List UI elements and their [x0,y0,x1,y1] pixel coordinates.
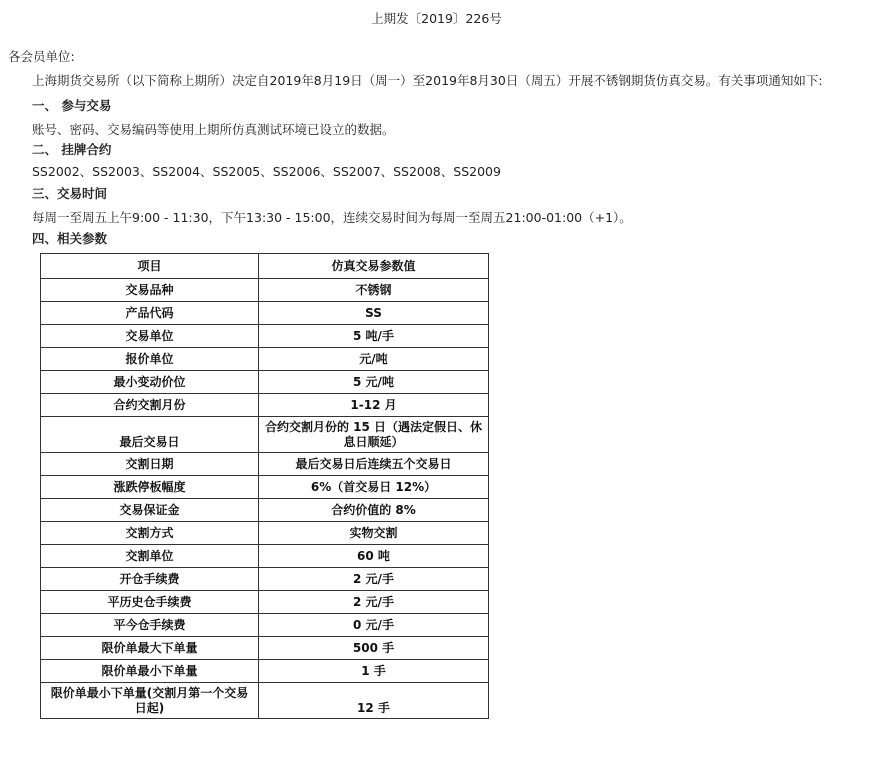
param-name: 最小变动价位 [41,371,259,394]
param-name: 限价单最小下单量 [41,660,259,683]
param-value: SS [259,302,489,325]
param-name: 开仓手续费 [41,568,259,591]
param-value: 元/吨 [259,348,489,371]
param-name: 报价单位 [41,348,259,371]
table-row [41,660,489,683]
section-heading-contracts: 二、 挂牌合约 [32,142,112,157]
table-row [41,394,489,417]
header-item: 项目 [41,254,259,279]
table-row [41,325,489,348]
param-name: 限价单最小下单量(交割月第一个交易日起) [41,683,259,719]
param-value: 2 元/手 [259,591,489,614]
param-name: 交易保证金 [41,499,259,522]
section-text-contracts: SS2002、SS2003、SS2004、SS2005、SS2006、SS2007、SS2008、SS2009 [32,164,501,179]
section-text-participation: 账号、密码、交易编码等使用上期所仿真测试环境已设立的数据。 [32,122,395,137]
parameters-table [40,253,489,719]
table-row [41,568,489,591]
table-row [41,279,489,302]
param-value: 2 元/手 [259,568,489,591]
table-row [41,522,489,545]
param-value: 合约交割月份的 15 日（遇法定假日、休息日顺延） [259,417,489,453]
table-row [41,591,489,614]
param-name: 合约交割月份 [41,394,259,417]
section-heading-trading-hours: 三、交易时间 [32,186,108,201]
header-value: 仿真交易参数值 [259,254,489,279]
param-name: 交易品种 [41,279,259,302]
param-value: 不锈钢 [259,279,489,302]
table-row [41,476,489,499]
intro-paragraph: 上海期货交易所（以下简称上期所）决定自2019年8月19日（周一）至2019年8月30日（周五）开展不锈钢期货仿真交易。有关事项通知如下: [32,73,823,88]
param-name: 最后交易日 [41,417,259,453]
param-value: 最后交易日后连续五个交易日 [259,453,489,476]
section-heading-parameters: 四、相关参数 [32,231,108,246]
document-number: 上期发〔2019〕226号 [371,11,502,26]
param-value: 5 元/吨 [259,371,489,394]
param-value: 0 元/手 [259,614,489,637]
param-value: 5 吨/手 [259,325,489,348]
param-value: 6%（首交易日 12%） [259,476,489,499]
table-header-row [41,254,489,279]
table-row [41,637,489,660]
table-row [41,417,489,453]
param-name: 交割方式 [41,522,259,545]
param-value: 实物交割 [259,522,489,545]
table-row [41,614,489,637]
param-name: 平历史仓手续费 [41,591,259,614]
table-row [41,302,489,325]
param-value: 1-12 月 [259,394,489,417]
param-name: 产品代码 [41,302,259,325]
param-name: 交割单位 [41,545,259,568]
table-row [41,371,489,394]
salutation: 各会员单位: [8,49,75,64]
param-value: 1 手 [259,660,489,683]
param-name: 交割日期 [41,453,259,476]
table-row [41,499,489,522]
param-name: 限价单最大下单量 [41,637,259,660]
table-row [41,348,489,371]
param-value: 500 手 [259,637,489,660]
param-name: 平今仓手续费 [41,614,259,637]
section-text-trading-hours: 每周一至周五上午9:00 - 11:30，下午13:30 - 15:00，连续交易时间为每周一至周五21:00-01:00（+1）。 [32,210,632,225]
param-value: 60 吨 [259,545,489,568]
table-row [41,453,489,476]
param-value: 12 手 [259,683,489,719]
section-heading-participation: 一、 参与交易 [32,98,112,113]
param-name: 交易单位 [41,325,259,348]
param-name: 涨跌停板幅度 [41,476,259,499]
table-row [41,545,489,568]
param-value: 合约价值的 8% [259,499,489,522]
table-row [41,683,489,719]
